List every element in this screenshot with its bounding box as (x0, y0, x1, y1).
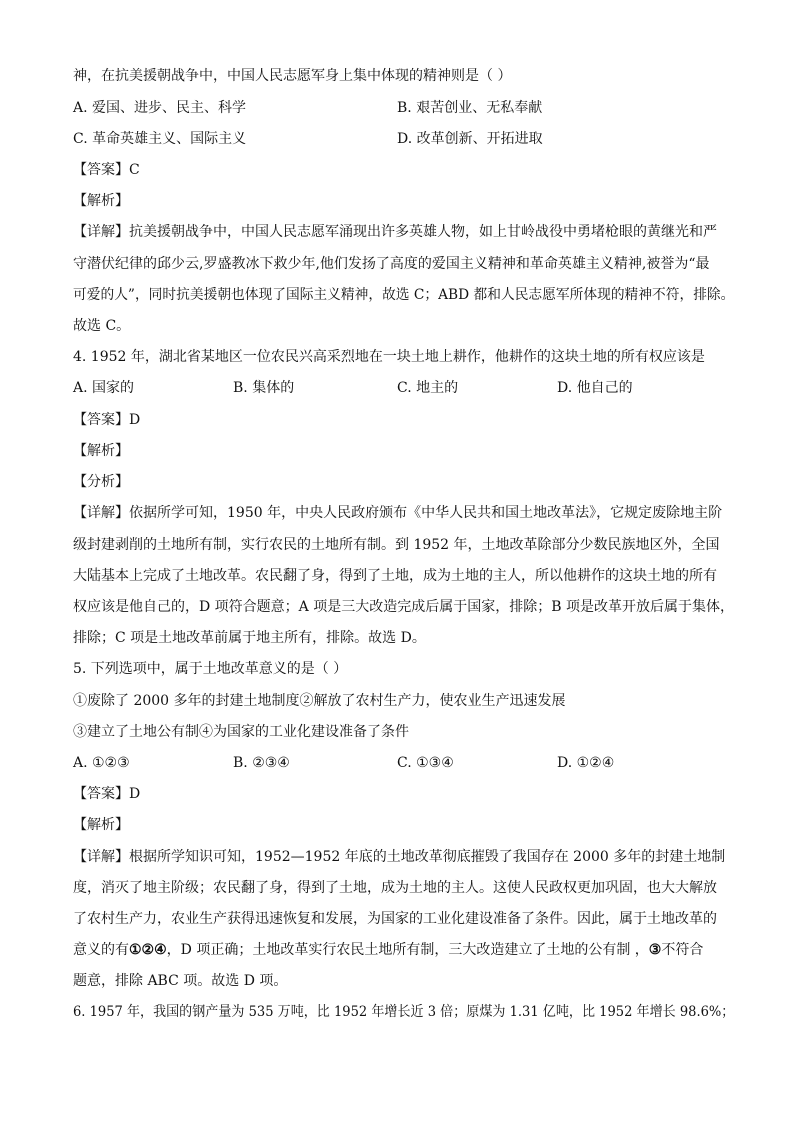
q4-option-b: B. 集体的 (233, 380, 295, 396)
q5-correct-items: ①②④ (129, 942, 167, 958)
q5-detail-line-2: 度，消灭了地主阶级；农民翻了身，得到了土地，成为土地的主人。这使人民政权更加巩固，也大大解放 (73, 880, 717, 896)
q3-detail-line-3: 可爱的人”，同时抗美援朝也体现了国际主义精神，故选 C；ABD 都和人民志愿军所体现的精神不符，排除。 (73, 287, 735, 303)
q5-items-line-1: ①废除了 2000 多年的封建土地制度②解放了农村生产力，使农业生产迅速发展 (73, 693, 566, 709)
q4-stem: 4. 1952 年，湖北省某地区一位农民兴高采烈地在一块土地上耕作，他耕作的这块土地的所有权应该是 (73, 349, 705, 365)
q5-option-b: B. ②③④ (233, 755, 290, 771)
q4-option-c: C. 地主的 (397, 380, 459, 396)
q5-detail-line-4-post: 不符合 (661, 942, 704, 958)
q4-detail-line-3: 大陆基本上完成了土地改革。农民翻了身，得到了土地，成为土地的主人，所以他耕作的这块土地的所有 (73, 568, 717, 584)
q3-analysis-label: 【解析】 (73, 193, 129, 209)
q4-detail-line-5: 排除；C 项是土地改革前属于地主所有，排除。故选 D。 (73, 630, 426, 646)
q5-detail-line-1: 【详解】根据所学知识可知，1952—1952 年底的土地改革彻底摧毁了我国存在 2000 多年的封建土地制 (73, 849, 726, 865)
q4-detail-line-2: 级封建剥削的土地所有制，实行农民的土地所有制。到 1952 年，土地改革除部分少数民族地区外，全国 (73, 537, 720, 553)
q3-detail-line-2: 守潜伏纪律的邱少云,罗盛教冰下救少年,他们发扬了高度的爱国主义精神和革命英雄主义精神,被誉为“最 (73, 256, 710, 272)
q3-detail-line-4: 故选 C。 (73, 318, 131, 334)
q5-option-d: D. ①②④ (557, 755, 615, 771)
q5-detail-line-5: 题意，排除 ABC 项。故选 D 项。 (73, 973, 288, 989)
q3-answer: 【答案】C (73, 162, 140, 178)
q4-analysis-label: 【解析】 (73, 443, 129, 459)
q3-option-b: B. 艰苦创业、无私奉献 (397, 100, 543, 116)
q5-option-a: A. ①②③ (73, 755, 130, 771)
q5-detail-line-3: 了农村生产力，农业生产获得迅速恢复和发展，为国家的工业化建设准备了条件。因此，属于土地改革的 (73, 911, 717, 927)
q5-detail-line-4-mid: ，D 项正确；土地改革实行农民土地所有制，三大改造建立了土地的公有制 ， (166, 942, 649, 958)
q4-option-d: D. 他自己的 (557, 380, 633, 396)
q3-detail-line-1: 【详解】抗美援朝战争中，中国人民志愿军涌现出许多英雄人物，如上甘岭战役中勇堵枪眼的黄继光和严 (73, 224, 717, 240)
q4-option-a: A. 国家的 (73, 380, 135, 396)
q5-detail-line-4-pre: 意义的有 (73, 942, 129, 958)
q5-answer: 【答案】D (73, 786, 141, 802)
q3-option-a: A. 爱国、进步、民主、科学 (73, 100, 247, 116)
q5-detail-line-4 (73, 940, 703, 960)
q3-option-c: C. 革命英雄主义、国际主义 (73, 131, 247, 147)
q4-answer: 【答案】D (73, 412, 141, 428)
q5-option-c: C. ①③④ (397, 755, 454, 771)
q6-stem: 6. 1957 年，我国的钢产量为 535 万吨，比 1952 年增长近 3 倍；原煤为 1.31 亿吨，比 1952 年增长 98.6%； (73, 1004, 735, 1020)
q5-analysis-label: 【解析】 (73, 817, 129, 833)
q5-items-line-2: ③建立了土地公有制④为国家的工业化建设准备了条件 (73, 724, 409, 740)
q5-excluded-item: ③ (648, 942, 662, 958)
q3-option-d: D. 改革创新、开拓进取 (397, 131, 543, 147)
q4-detail-line-1: 【详解】依据所学可知，1950 年，中央人民政府颁布《中华人民共和国土地改革法》，它规定废除地主阶 (73, 505, 723, 521)
q3-stem-tail: 神，在抗美援朝战争中，中国人民志愿军身上集中体现的精神则是（ ） (73, 68, 512, 84)
q4-detail-line-4: 权应该是他自己的，D 项符合题意；A 项是三大改造完成后属于国家，排除；B 项是改革开放后属于集体， (73, 599, 734, 615)
q5-stem: 5. 下列选项中，属于土地改革意义的是（ ） (73, 661, 348, 677)
q4-fenxi-label: 【分析】 (73, 474, 129, 490)
